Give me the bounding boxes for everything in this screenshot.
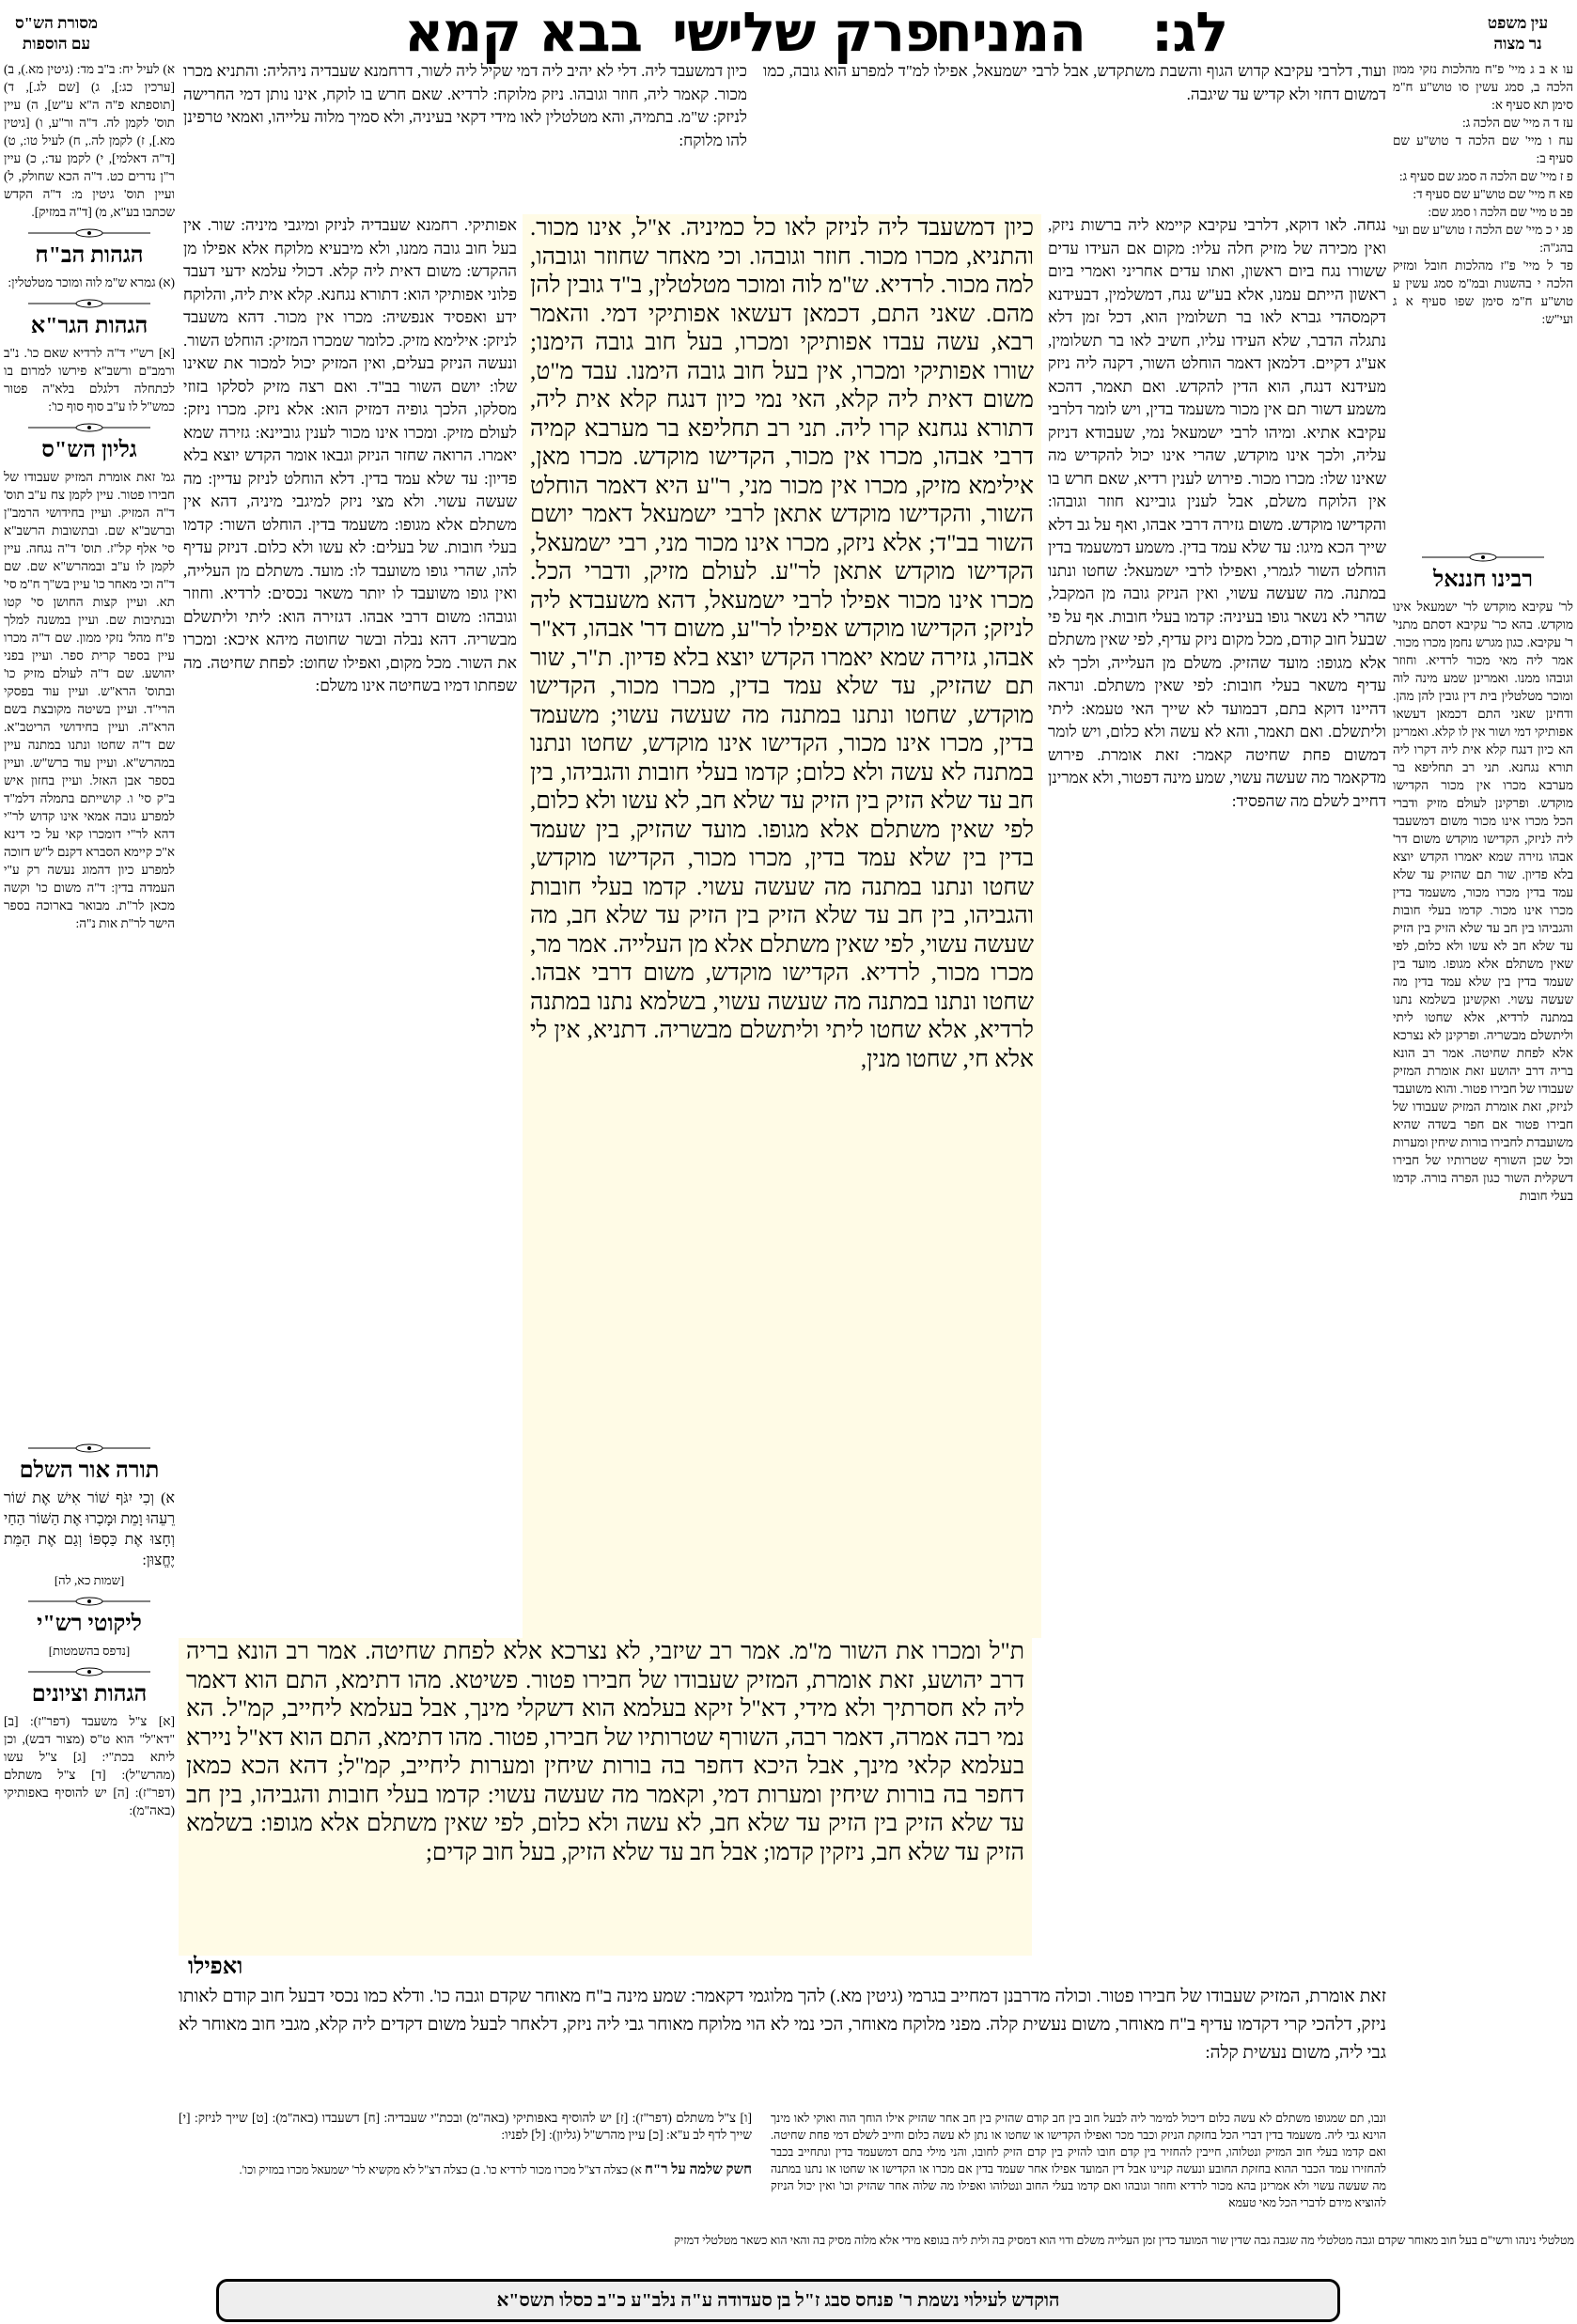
gilyon-hashas-text: גמ' זאת אומרת המזיק שעבודו של חבירו פטור. עיין לקמן צח ע"ב תוס' ד"ה המזיק. ועיין בחידושי הרמב"ן וברשב"א שם. ובתשובות הרשב"א סי' אלף קל"ז. תוס' ד"ה נגחה. עיין לקמן לו ע"ב ובמהרש"א שם. שם ד"ה וכי מאחר כו' עיין בש"ך ח"מ סי' תא. ועיין קצות החושן סי' קטו ובנתיבות שם. ועיין במשנה למלך פ"ח מהל' נזקי ממון. שם ד"ה מכרו עיין בספר קרית ספר. ועיין בפני יהושע. שם ד"ה לעולם מזיק כו' ובתוס' הרא"ש. ועיין עוד בפסקי הרי"ד. ועיין בשיטה מקובצת בשם הרא"ה. ועיין בחידושי הריטב"א. שם ד"ה שחטו ונתנו במתנה עיין במהרש"א. ועיין עוד ברש"ש. ועיין בספר אבן האזל. ועיין בחזון איש ב"ק סי' ו. קושייתם בתמלה דלמ"ד למפרע גובה אמאי אינו קדוש לר"י דהא לר"י דומכרו קאי על כי דינא א"כ קיימא הסברא דקנם ל"ש דזוכה למפרע כיון דהמוג נעשה רק ע"י העמדה בדין: ד"ה משום כו' וקשה מכאן לר"ת. מבואר בארוכה בספר הישר לר"ת אות נ"ה: <box>4 470 175 930</box>
chesek-shlomo-text: א) כצלה דצ"ל מכרו מכור לרדיא כו'. ב) כצלה דצ"ל לא מקשיא לר' ישמעאל מכרו במזיק וכו'. <box>239 2163 642 2176</box>
ein-mishpat-entry: פ ז מיי' שם הלכה ה סמג שם סעיף ג: <box>1398 169 1573 183</box>
tosafot-top: ועוד, דלרבי עקיבא קדוש הגוף והשבת משתקדש, אבל לרבי ישמעאל, אפילו למ"ד למפרע הוא גובה, כמו דמשום דחזי ולא קדיש עד שיגבה. <box>763 62 1386 103</box>
ner-mitzva-label-line2: נר מצוה <box>1493 35 1542 53</box>
tosafot-column: נגחה. לאו דוקא, דלרבי עקיבא קיימא ליה ברשות ניזק, ואין מכירה של מזיק חלה עליו: מקום אם העידו עדים ששורו נגח ביום ראשון, ואתו עדים אחריני ואמרי ביום ראשון הייתם עמנו, אלא בע"ש נגח, דמשלמין, דבעידנא דקמסהדי גברא לאו בר תשלומין הוא, דכל זמן דלא נתגלה הדבר, שלא העידו עליו, חשיב לאו בר תשלומין, אע"ג דקיים. דלמאן דאמר הוחלט השור, דקנה ליה ניזק מעידנא דנגח, הוא הדין להקדש. ואם תאמר, דהכא משמע דשור תם אין מכור משעמד בדין, ויש לומר דלרבי עקיבא אתיא. ומיהו לרבי ישמעאל נמי, שעבודא דניזק עליה, ולכך אינו מוקדש, שהרי אינו יכול להקדיש מה שאינו שלו: מכרו מכור. פירוש לענין רדיא, שאם חרש בו אין הלוקח משלם, אבל לענין גוביינא חוזר וגובהו: והקדישו מוקדש. משום גזירה דרבי אבהו, ואף על גב דלא שייך הכא מיגו: עד שלא עמד בדין. משמע דמשעמד בדין הוחלט השור לגמרי, ואפילו לרבי ישמעאל: שחטו ונתנו במתנה. מה שעשה עשוי, ואין הניזק גובה מן המקבל, שהרי לא נשאר גופו בעיניה: קדמו בעלי חובות. אף על פי שבעל חוב קודם, מכל מקום ניזק עדיף, לפי שאין משתלם אלא מגופו: מועד שהזיק. משלם מן העלייה, ולכך לא עדיף משאר בעלי חובות: לפי שאין משתלם. ונראה דהיינו דוקא בתם, דבמועד לא שייך האי טעמא: ליתי וליתשלם. ואם תאמר, והא לא עשה ולא כלום, ויש לומר דמשום פחת שחיטה קאמר: זאת אומרת. פירוש מדקאמר מה שעשה עשוי, שמע מינה דפטור, ולא אמרינן דחייב לשלם מה שהפסיד: <box>1048 216 1386 810</box>
ein-mishpat-entry: פב ט מיי' שם הלכה ו סמג שם: <box>1428 205 1573 219</box>
likutei-rashi-note: [נדפס בהשמטות] <box>48 1644 131 1658</box>
rashi-column: אפותיקי. רחמנא שעבדיה לניזק ומיגבי מיניה: שור. אין בעל חוב גובה ממנו, ולא מיבעיא מלוקח אלא אפילו מן ההקדש: משום דאית ליה קלא. דכולי עלמא ידעי דעבד פלוני אפותיקי הוא: דתורא נגחנא. קלא אית ליה, והלוקח ידע ואפסיד אנפשיה: מכרו אין מכור. דהא משעבד לניזק: אילימא מזיק. כלומר שמכרו המזיק: הוחלט השור. ונעשה הניזק בעלים, ואין המזיק יכול למכור את שאינו שלו: יושם השור בב"ד. ואם רצה מזיק לסלקו בזוזי מסלקו, הלכך גופיה דמזיק הוא: אלא ניזק. מכרו ניזק: לעולם מזיק. ומכרו אינו מכור לענין גוביינא: גזירה שמא יאמרו. הרואה שחזר הניזק וגבאו אומר הקדש יוצא בלא פדיון: עד שלא עמד בדין. דלא הוחלט לניזק עדיין: מה שעשה עשוי. ולא מצי ניזק למיגבי מיניה, דהא אין משתלם אלא מגופו: משעמד בדין. הוחלט השור: קדמו בעלי חובות. של בעלים: לא עשו ולא כלום. דניזק עדיף להו, שהרי גופו משועבד לו: מועד. משתלם מן העלייה, ואין גופו משועבד לו יותר משאר נכסים: לרדיא. וחוזר וגובהו: משום דרבי אבהו. דגזירה הוא: ליתי וליתשלם מבשריה. דהא נבלה ובשר שחוטה מיהא איכא: ומכרו את השור. מכל מקום, ואפילו שחוט: לפחת שחיטה. מה שפחתו דמיו בשחיטה אינו משלם: <box>183 216 517 694</box>
ein-mishpat-entry: פג י כ מיי' שם הלכה ז טוש"ע שם ועי' בהג"ה: <box>1393 223 1573 255</box>
hagahot-gra-title: הגהות הגר"א <box>30 314 148 338</box>
ein-mishpat-label <box>1476 13 1560 55</box>
mesoret-label-line1: מסורת הש"ס <box>15 14 98 32</box>
left-margin <box>4 60 175 2259</box>
ornament-divider-icon <box>28 1667 150 1677</box>
likutei-rashi-title: ליקוטי רש"י <box>37 1612 142 1636</box>
torah-or-title: תורה אור השלם <box>19 1458 160 1483</box>
ein-mishpat-column <box>1393 60 1573 549</box>
gemara-text-lower <box>179 1638 1032 1956</box>
daf-number: לג: <box>1151 0 1228 64</box>
torah-or-text: א) וְכִי יִגֹּף שׁוֹר אִישׁ אֶת שׁוֹר רֵעֵהוּ וָמֵת וּמָכְרוּ אֶת הַשּׁוֹר הַחַי וְחָצוּ אֶת כַּסְפּוֹ וְגַם אֶת הַמֵּת יֶחֱצוּן: <box>4 1490 175 1568</box>
hagahot-gra-text: [א] רש"י ד"ה לרדיא שאם כו'. נ"ב ורמב"ם ורשב"א פירשו למרום בו לכתחלה דלגלם בלא"ה פטור כמש"ל לו ע"ב סוף סוף כו': <box>4 346 175 413</box>
gemara-text-upper <box>523 214 1041 1638</box>
gemara-lower-content: ת"ל ומכרו את השור מ"מ. אמר רב שיזבי, לא נצרכא אלא לפחת שחיטה. אמר רב הונא בריה דרב יהושע, זאת אומרת, המזיק שעבודו של חבירו פטור. פשיטא. מהו דתימא, התם הוא דאמר ליה לא חסרתיך ולא מידי, דא"ל זיקא בעלמא הוא דשקלי מינך, אבל בעלמא ליחייב, קמ"ל. הא נמי רבה אמרה, דאמר רבה, השורף שטרותיו של חבירו, פטור. מהו דתימא, התם הוא דא"ל ניירא בעלמא קלאי מינך, אבל היכא דחפר בה בורות שיחין ומערות ליחייב, קמ"ל; דהא הכא כמאן דחפר בה בורות שיחין ומערות דמי, וקאמר מה שעשה עשוי: קדמו בעלי חובות והגביהו, בין חב עד שלא הזיק בין הזיק עד שלא חב, לא עשה ולא כלום, לפי שאין משתלם אלא מגופו: בשלמא הזיק עד שלא חב, ניזקין קדמו; אבל חב עד שלא הזיק, בעל חוב קדים; <box>186 1639 1024 1865</box>
gilyon-hashas-title: גליון הש"ס <box>41 438 137 462</box>
mesoret-label-line2: עם הוספות <box>22 35 91 53</box>
masechet-name: בבא קמא <box>404 0 643 64</box>
rabbenu-chananel-title: רבינו חננאל <box>1432 568 1534 592</box>
ornament-divider-icon <box>1422 553 1544 562</box>
hagahot-tziyunim-title: הגהות וציונים <box>31 1682 148 1707</box>
footnotes-right: ונבו, תם שמגופו משתלם לא עשה כלום דיכול למימר ליה לבעל חוב בין חב קודם שהזיק בין חב אחר שהזיק אילו הוחך הוה ואוקי לאו מינך הוינא גבי ליה. משעמד בדין דברי הכל בחזקת הניזק וכבר מכר ואפילו הקדישו או שחטו או נתן לא עשה כלום וחייב לשלם דמי פחת שחיטה. ואם קדמו בעלי חוב המזיק ונטלוהו, חייבין להחזיר בין קדם חובו להזיק בין קדם הזיק לחובו, והני מילי בתם דמשעמד בדין ונתחייב בכבר להחזירו עמד הכבר ההוא בחזקת החובע ונעשה קניינו אבל דין המועד אפילו אחר שעמד בדין אם מכרו או הקדישו או שחטו או נתנו במתנה מה שעשה עשוי ולא אמרינן בהא מכור לרדיא וחוזר וגובהו ואם קדמו בעלי החוב ונטלוהו ואפילו מה שלוה אחר שהזיק וכו' ואין יכול הניזק להוציא מידם לדברי הכל מאי טעמא <box>771 2112 1386 2209</box>
ein-mishpat-entry: עז ד ה מיי' שם הלכה ג: <box>1461 116 1573 130</box>
perek-name: המניח <box>935 0 1086 64</box>
mesoret-hashas-text: א) לעיל יח: ב"ב מד: (גיטין מא.), ב) [ערכין כג:], ג) [שם לג.], ד) [תוספתא פ"ה ה"א ע"ש], ה) עיין תוס' לקמן לה. ד"ה ור"ע, ו) [גיטין מא.], ז) לקמן לה., ח) לעיל טו:, ט) [ד"ה דאלמי], י) לקמן עד:, כ) עיין ר"ן נדרים כט. ד"ה הכא שחולק, ל) ועיין תוס' גיטין מ: ד"ה הקדש שכתבו בע"א, מ) [ד"ה במזיק]. <box>4 62 175 219</box>
dedication-box: הוקדש לעילוי נשמת ר' פנחס סבג ז"ל בן סעדודה ע"ה נלב"ע כ"ב כסלו תשס"א <box>216 2279 1340 2322</box>
ein-mishpat-label-line1: עין משפט <box>1487 14 1549 32</box>
mesoret-hashas-label <box>5 13 108 55</box>
torah-or-ref: [שמות כא, לה] <box>54 1573 125 1587</box>
hagahot-bach-text: (א) גמרא ש"מ לוה ומוכר מטלטלין: <box>8 275 175 289</box>
hagahot-tziyunim-text: [א] צ"ל משעבד (דפר"ז): [ב] "דא"ל" הוא ט"ס (מצור דבש), וכן ליתא בכת"י: [ג] צ"ל עשו (מהרש"ל): [ד] צ"ל משתלם (דפר"ז): [ה] יש להוסיף באפותיקי (באה"מ): <box>4 1714 175 1817</box>
ornament-divider-icon <box>28 1443 150 1453</box>
gemara-upper-content: כיון דמשעבד ליה לניזק לאו כל כמיניה. א"ל, אינו מכור. והתניא, מכרו מכור. חוזר וגובהו. וכי מאחר שחוזר וגובהו, למה מכור. לרדיא. ש"מ לוה ומוכר מטלטלין, ב"ד גובין להן מהם. שאני התם, דכמאן דעשאו אפותיקי דמי. והאמר רבא, עשה עבדו אפותיקי ומכרו, בעל חוב גובה הימנו; שורו אפותיקי ומכרו, אין בעל חוב גובה הימנו. עבד מ"ט, משום דאית ליה קלא, האי נמי כיון דנגח קלא אית ליה, דתורא נגחנא קרו ליה. תני רב תחליפא בר מערבא קמיה דרבי אבהו, מכרו אין מכור, הקדישו מוקדש. מכרו מאן, אילימא מזיק, מכרו אין מכור מני, ר"ע היא דאמר הוחלט השור, והקדישו מוקדש אתאן לרבי ישמעאל דאמר יושם השור בב"ד; אלא ניזק, מכרו אינו מכור מני, רבי ישמעאל, הקדישו מוקדש אתאן לר"ע. לעולם מזיק, ודברי הכל. מכרו אינו מכור אפילו לרבי ישמעאל, דהא משעבדא ליה לניזק; הקדישו מוקדש אפילו לר"ע, משום דר' אבהו, דא"ר אבהו, גזירה שמא יאמרו הקדש יוצא בלא פדיון. ת"ר, שור תם שהזיק, עד שלא עמד בדין, מכרו מכור, הקדישו מוקדש, שחטו ונתנו במתנה מה שעשה עשוי; משעמד בדין, מכרו אינו מכור, הקדישו אינו מוקדש, שחטו ונתנו במתנה לא עשה ולא כלום; קדמו בעלי חובות והגביהו, בין חב עד שלא הזיק בין הזיק עד שלא חב, לא עשו ולא כלום, לפי שאין משתלם אלא מגופו. מועד שהזיק, בין שעמד בדין בין שלא עמד בדין, מכרו מכור, הקדישו מוקדש, שחטו ונתנו במתנה מה שעשה עשוי. קדמו בעלי חובות והגביהו, בין חב עד שלא הזיק בין הזיק עד שלא חב, מה שעשה עשוי, לפי שאין משתלם אלא מן העלייה. אמר מר, מכרו מכור, לרדיא. הקדישו מוקדש, משום דרבי אבהו. שחטו ונתנו במתנה מה שעשה עשוי, בשלמא נתנו במתנה לרדיא, אלא שחטו ליתי וליתשלם מבשריה. דתניא, אין לי אלא חי, שחטו מנין, <box>530 215 1034 1072</box>
gemara-catchword: ואפילו <box>188 1955 243 1979</box>
ein-mishpat-entry: פא ח מיי' שם טוש"ע שם סעיף ד: <box>1413 187 1573 201</box>
footnotes-left: [ו] צ"ל משתלם (דפר"ז): [ז] יש להוסיף באפותיקי (באה"מ) ובכת"י שעבדיה: [ח] דשעבדו (באה"מ): [ט] שייך לניזק: [י] שייך לדף לב ע"א: [כ] עיין מהרש"ל (גליון): [ל] לפניו: <box>179 2111 752 2142</box>
ornament-divider-icon <box>28 423 150 432</box>
rabbenu-chananel-text: לר' עקיבא מוקדש לר' ישמעאל אינו מוקדש. בהא כר' עקיבא דסתם מתני' ר' עקיבא. כגון מגרש נחמן מכרו מכור. אמר ליה מאי מכור לרדיא. וחוזר וגובהו ממנו. ואמרינן שמע מינה לוה ומוכר מטלטלין בית דין גובין להן מהן. ודחינן שאני התם דכמאן דעשאו אפותיקי דמי ושור אין לו קלא. ואמרינן הא כיון דנגח קלא אית ליה דקרו ליה תורא נגחנא. תני רב תחליפא בר מערבא מכרו אין מכור הקדישו מוקדש. ופרקינן לעולם מזיק ודברי הכל מכרו אינו מכור משום דמשעבד ליה לניזק, הקדישו מוקדש משום דר' אבהו גזירה שמא יאמרו הקדש יוצא בלא פדיון. שור תם שהזיק עד שלא עמד בדין מכרו מכור, משעמד בדין מכרו אינו מכור. קדמו בעלי חובות והגביהו בין חב עד שלא הזיק בין הזיק עד שלא חב לא עשו ולא כלום, לפי שאין משתלם אלא מגופו. מועד בין שעמד בדין בין שלא עמד בדין מה שעשה עשוי. ואקשינן בשלמא נתנו במתנה לרדיא, אלא שחטו ליתי וליתשלם מבשריה. ופרקינן לא נצרכא אלא לפחת שחיטה. אמר רב הונא בריה דרב יהושע זאת אומרת המזיק שעבודו של חבירו פטור. והוא משועבד לניזק, זאת אומרת המזיק שעבודו של חבירו פטור אם חפר בשדה שהיא משועבדת לחבירו בורות שיחין ומערות וכל שכן השורף שטרותיו של חבירו דשקלית השור כגון הפרה בורה. קדמו בעלי חובות <box>1393 600 1573 1203</box>
ein-mishpat-entry: פד ל מיי' פ"ז מהלכות חובל ומזיק הלכה י בהשגות ובמ"מ סמג עשין ע טוש"ע ח"מ סימן שפו סעיף א ג ועי"ש: <box>1393 258 1573 326</box>
chesek-shlomo <box>179 2161 752 2208</box>
hagahot-bach-title: הגהות הב"ח <box>35 243 144 268</box>
tosafot-bottom: זאת אומרת, המזיק שעבודו של חבירו פטור. וכולה מדרבנן דמחייב בגרמי (גיטין מא.) להך מלוגמי דקאמר: שמע מינה ב"ח מאוחר שקדם וגבה כו'. ודלא כמו נכסי דבעל חוב קודם לאותו ניזק, דלהכי קרי דקדמו עדיף ב"ח מאוחר, משום נעשית קלה. מפני מלוקח מאוחר, הכי נמי לא הוי מלוקח מאוחר גבי ליה ניזק, דלאחר לבעל משום דקדים ליה קלא, מגבי חוב מאוחר לא גבי ליה, משום נעשית קלה: <box>179 1987 1386 2063</box>
ornament-divider-icon <box>28 299 150 308</box>
ornament-divider-icon <box>28 228 150 238</box>
ein-mishpat-entry: עו א ב ג מיי' פ"ח מהלכות נזקי ממון הלכה ב, סמג עשין סו טוש"ע ח"מ סימן תא סעיף א: <box>1393 62 1573 112</box>
rashi-top: כיון דמשעבד ליה. דלי לא יהיב ליה דמי שקיל ליה לשור, דרחמנא שעבדיה ניהליה: והתניא מכרו מכור. קאמר ליה, חוזר וגובהו. ניזק מלוקח: לרדיא. שאם חרש בו לוקח, אינו נותן דמי החרישה לניזק: ש"מ. בתמיה, והא מטלטלין לאו מידי דקאי בעיניה, ולא סמיך מלוה עלייהו, ואמאי טרפינן להו מלוקח: <box>183 62 747 149</box>
ornament-divider-icon <box>28 1597 150 1606</box>
perek-number: פרק שלישי <box>672 0 940 64</box>
ein-mishpat-entry: עח ו מיי' שם הלכה ד טוש"ע שם סעיף ב: <box>1393 133 1573 165</box>
rabbenu-chananel-section <box>1393 545 1573 2265</box>
footnotes-full-line: מטלטלי נינהו ורשי"ם בעל חוב מאוחר שקדם וגבה מטלטלי מה שגבה גבה שדין שור המועד כדין זמן העלייה משלם ודוי הוא דמסיק בה ולית ליה בגופא מידי אלא מלוה מסיק בה והאי הוא כשאר מטלטלי דמזיק <box>674 2234 1574 2247</box>
chesek-shlomo-title: חשק שלמה על ר"ח <box>644 2162 752 2177</box>
